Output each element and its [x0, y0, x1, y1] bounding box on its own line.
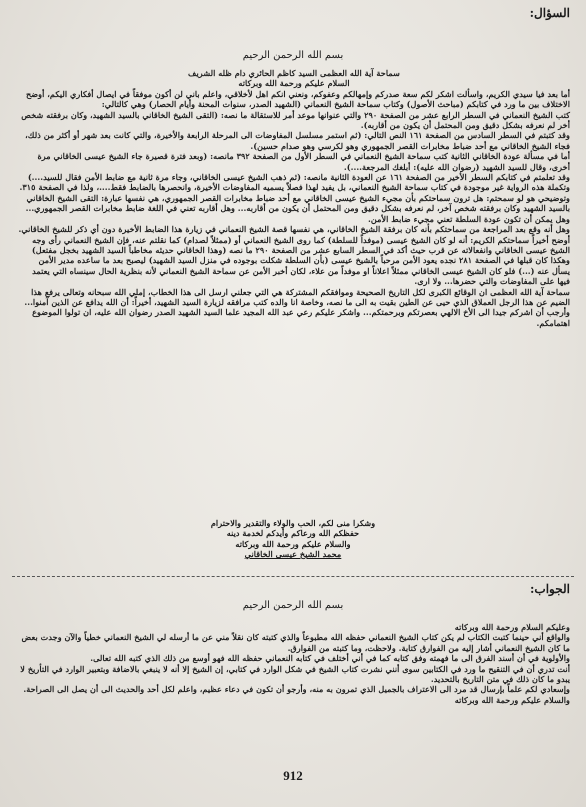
question-paragraph: سماحة آية الله العظمى السيد كاظم الحائري دام ظله الشريف	[188, 68, 400, 78]
answer-basmala: بسم الله الرحمن الرحيم	[242, 600, 344, 611]
closing-line: والسلام عليكم ورحمة الله وبركاته	[235, 538, 351, 549]
question-basmala: بسم الله الرحمن الرحيم	[242, 50, 344, 61]
question-paragraph: وقد تعلمتم في كتابكم السطر الأخير من الصفحة ١٦١ عن العودة الثانية مانصه: (ثم ذهب الشيخ عيسى الخاقاني، وجاء مرة ثانية مع ضابط الأمن فقال للسيد....) وتكملة هذه الرواية غير موجودة في كتاب سماحة الشيخ النعماني، بل يفيد لهذا فصلاً يسميه المفاوضات الأخيرة، وانحصرها بالضابط فقط....، ولذا في الصفحة ٣١٥.	[19, 172, 570, 193]
question-label: السؤال:	[529, 6, 570, 20]
answer-paragraph: والأولوية في أن أسند الفرق الى ما فهمته وفق كتابه كما في أني أختلف في كتابه النعماني حفظه الله فهو أوسع من ذلك الذي كتبه الله تعالى.	[90, 653, 570, 664]
question-paragraph: وتوضيحي هو لو سمحتم: هل ترون سماحتكم بأن مجيء الشيخ عيسى الخاقاني مع أحد ضباط مخابرات القصر الجمهوري، هي نفسها عبارة: التقى الشيخ الخاقاني بالسيد الشهيد وكان برفقته شخص آخر، لم نعرفه بشكل دقيق ومن المحتمل أن يكون من أقاربه... وهل أقاربه تعني في اللغة ضابط مخابرات القصر الجمهوري... وهل يمكن أن تكون عودة السلطة تعني مجيء ضابط الأمن.	[25, 192, 570, 224]
question-body	[18, 68, 570, 328]
question-paragraph: السلام عليكم ورحمة الله وبركاته	[238, 78, 350, 89]
question-closing	[0, 518, 586, 560]
question-paragraph: أما في مسألة عودة الخاقاني الثانية كتب سماحة الشيخ النعماني في السطر الأول من الصفحة ٣٩٢ مانصه: (وبعد فترة قصيرة جاء الشيخ عيسى الخاقاني مرة أخرى، وقال للسيد الشهيد (رضوان الله عليه): أبلغك المرجعة....).	[37, 151, 570, 172]
answer-label: الجواب:	[530, 582, 570, 596]
signature: محمد الشيخ عيسى الخاقاني	[244, 549, 342, 560]
page-number: 912	[283, 768, 303, 783]
question-paragraph: أوضح أخيراً سماحتكم الكريم: أنه لو كان الشيخ عيسى (موفداً للسلطة) كما روى الشيخ النعماني أو (ممثلاً لصدام) كما نقلتم عنه، فإن الشيخ النعماني رأى وجه الشيخ عيسى الخاقاني وانفعالاته عن قرب حيث أكد في السطر السابع عشر من الصفحة ٢٩٠ ما نصه (وهذا الخاقاني حديثه مخاطباً السيد الشهيد بخجل مفتعل) وهكذا كان قبلها في الصفحة ٢٨١ نجده يعود الأمن مرحباً بالشيخ عيسى (بأن السلطة شكلت بوجوده في منزل السيد الشهيد) ليصبح بعد ما ساعده مدير الأمن يسأل عنه (...) فلو كان الشيخ عيسى الخاقاني ممثلاً اعلاناً او موفداً من علاء، لكان أخبر الأمن عن سماحة الشيخ النعماني لأنه بنظرية الحال سينساه التي يعتمد فيها على المفاوضات والتي حضرها... ولا ارى.	[31, 234, 570, 287]
closing-line: حفظكم الله ورعاكم وأيدكم لخدمة دينه	[226, 528, 360, 539]
answer-paragraph: وعليكم السلام ورحمة الله وبركاته	[454, 622, 570, 632]
question-paragraph: كتب الشيخ النعماني في السطر الرابع عشر من الصفحة ٢٩٠ والتي عنوانها موعد أمر للاستقالة ما نصه: (التقى الشيخ الخاقاني بالسيد الشهيد، وكان برفقته شخص أخر لم نعرفه بشكل دقيق ومن المحتمل أن يكون من أقاربه).	[21, 109, 570, 131]
question-paragraph: سماحة آية الله العظمى ان الوقائع الكبرى لكل التاريخ الصحيحة وموافقكم المشتركة هي التي جعلني ارسل الى هذا الخطاب، إملي الله سبحانه وتعالى يرفع هذا الضيم عن هذا الرجل العملاق الذي حيى عن الطين بقيت به الى ما نصه، وخاصة انا والده كتب مرافقه لزيارة السيد الشهيد، أخيراً: أن الله يدافع عن الذين آمنوا... وأرجب أن اشركم جيدا الى الأخ الالهي بعصرتكم وبرحمتكم... واشكر عليكم رعي عبد الله المجيد علما السيد الشهيد الصدر رضوان الله عليه، ان تولوا الموضوع اهتمامكم.	[24, 286, 570, 328]
answer-body	[18, 622, 570, 705]
answer-paragraph: أنت تدري أن في التنقيح ما ورد في الكتابين سوى أنني نشرت كتاب الشيخ في شكل الوارد في كتابي، إن الشيخ إلا أنه لا ينبغي بالاضافة وبتعبير الوارد في التأريخ لا يبدو ما كان ذلك في متن التاريخ بالتحديد.	[20, 663, 570, 685]
answer-paragraph: والواقع أني حينما كتبت الكتاب لم يكن كتاب الشيخ النعماني حفظه الله مطبوعاً والذي كتبته كان نقلاً مني عن ما أرسله لي الشيخ النعماني خطياً والآن وجدت بعض ما كان الشيخ النعماني أشار إليه من الفوارق كتابة. ولاحظت، وما كتبته من الفوارق.	[21, 632, 570, 653]
section-divider	[12, 576, 574, 577]
question-paragraph: وقد كتبتم في السطر السادس من الصفحة ١٦١ النص التالي: (ثم استمر مسلسل المفاوضات الى المرحلة الرابعة والأخيرة، والتي كانت بعد شهر أو أكثر من ذلك، فجاء الشيخ الخاقاني مع أحد ضباط مخابرات القصر الجمهوري وهو لكرسي وهو صدام حسين).	[25, 130, 570, 151]
answer-paragraph: والسلام عليكم ورحمة الله وبركاته	[454, 694, 570, 705]
question-paragraph: أما بعد فيا سيدي الكريم، واسألت اشكر لكم سعة صدركم وإمهالكم وعفوكم، ونعني انكم اهل لأخلاقي، واعلم باني لن أكون موفقاً في ايصال أفكاري اليكم، أوضح الاختلاف بين ما ورد في كتابكم (مباحث الأصول) وكتاب سماحة الشيخ النعماني (الشهيد الصدر، سنوات المحنة وأيام الحصار) وهي كالتالي:	[25, 88, 570, 110]
question-paragraph: وهل أنه وقع بعد المراجعة من سماحتكم بأنه كان برفقة الشيخ الخاقاني، هي نفسها قصة الشيخ النعماني في زيارة هذا الضابط الأخيرة دون أي ذكر للشيخ الخاقاني.	[18, 224, 570, 235]
closing-line: وشكرا منى لكم، الحب والولاء والتقدير والاحترام	[210, 518, 376, 528]
answer-paragraph: وإسعادي لكم علماً بإرسال قد مرد الى الاعتراف بالجميل الذي تمرون به منه، وأرجو أن تكون في دعاء عظيم، واعلم لكل أحد والحديث الى أن يصل الى الصراحة.	[23, 684, 570, 695]
